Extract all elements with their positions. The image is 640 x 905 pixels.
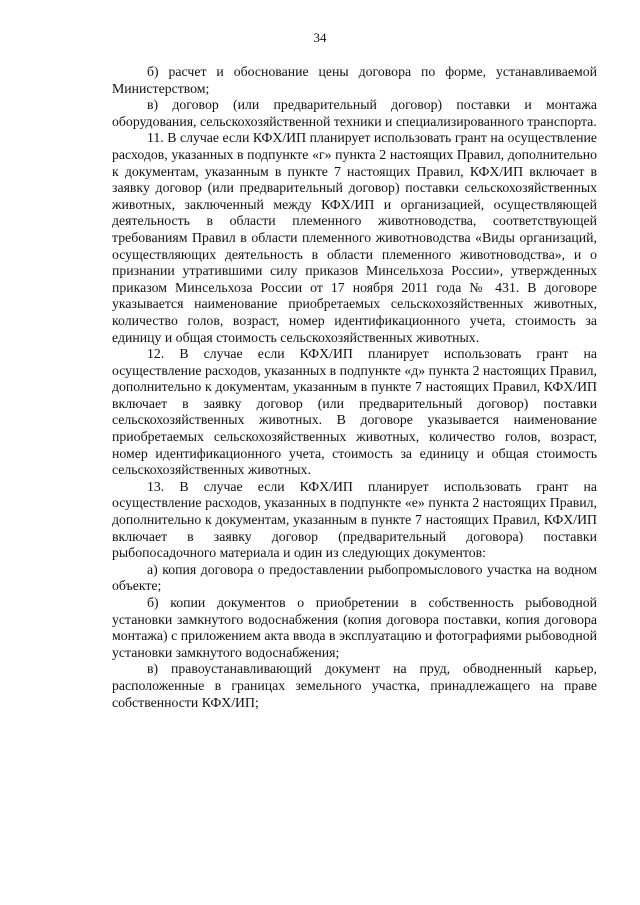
- paragraph-clause-13-item-a: а) копия договора о предоставлении рыбопромыслового участка на водном объекте;: [112, 561, 597, 594]
- paragraph-clause-13-item-v: в) правоустанавливающий документ на пруд, обводненный карьер, расположенные в границах земельного участка, принадлежащего на праве собственности КФХ/ИП;: [112, 661, 597, 710]
- paragraph-item-b: б) расчет и обоснование цены договора по форме, устанавливаемой Министерством;: [112, 64, 597, 96]
- page-number: 34: [313, 30, 327, 45]
- paragraph-clause-13: 13. В случае если КФХ/ИП планирует использовать грант на осуществление расходов, указанных в подпункте «е» пункта 2 настоящих Правил, дополнительно к документам, указанным в пункте 7 настоящих Правил, КФХ/ИП включает в заявку договор (предварительный договора) поставки рыбопосадочного материала и один из следующих документов:: [112, 478, 597, 561]
- paragraph-item-v: в) договор (или предварительный договор) поставки и монтажа оборудования, сельскохозяйственной техники и специализированного транспорта.: [112, 97, 597, 129]
- paragraph-clause-12: 12. В случае если КФХ/ИП планирует использовать грант на осуществление расходов, указанных в подпункте «д» пункта 2 настоящих Правил, дополнительно к документам, указанным в пункте 7 настоящих Правил, КФХ/ИП включает в заявку договор (или предварительный договор) поставки сельскохозяйственных животных. В договоре указывается наименование приобретаемых сельскохозяйственных животных, количество голов, возраст, номер идентификационного учета, стоимость за единицу и общая стоимость сельскохозяйственных животных.: [112, 346, 597, 478]
- paragraph-clause-11: 11. В случае если КФХ/ИП планирует использовать грант на осуществление расходов, указанных в подпункте «г» пункта 2 настоящих Правил, дополнительно к документам, указанным в пункте 7 настоящих Правил, КФХ/ИП включает в заявку договор (или предварительный договор) поставки сельскохозяйственных животных, заключенный между КФХ/ИП и организацией, осуществляющей деятельность в области племенного животноводства, соответствующей требованиям Правил в области племенного животноводства «Виды организаций, осуществляющих деятельность в области племенного животноводства», и о признании утратившими силу приказов Минсельхоза России», утвержденных приказом Минсельхоза России от 17 ноября 2011 года № 431. В договоре указывается наименование приобретаемых сельскохозяйственных животных, количество голов, возраст, номер идентификационного учета, стоимость за единицу и общая стоимость сельскохозяйственных животных.: [112, 130, 597, 345]
- paragraph-clause-13-item-b: б) копии документов о приобретении в собственность рыбоводной установки замкнутого водоснабжения (копия договора поставки, копия договора монтажа) с приложением акта ввода в эксплуатацию и фотографиями рыбоводной установки замкнутого водоснабжения;: [112, 595, 597, 660]
- document-body: [112, 64, 597, 711]
